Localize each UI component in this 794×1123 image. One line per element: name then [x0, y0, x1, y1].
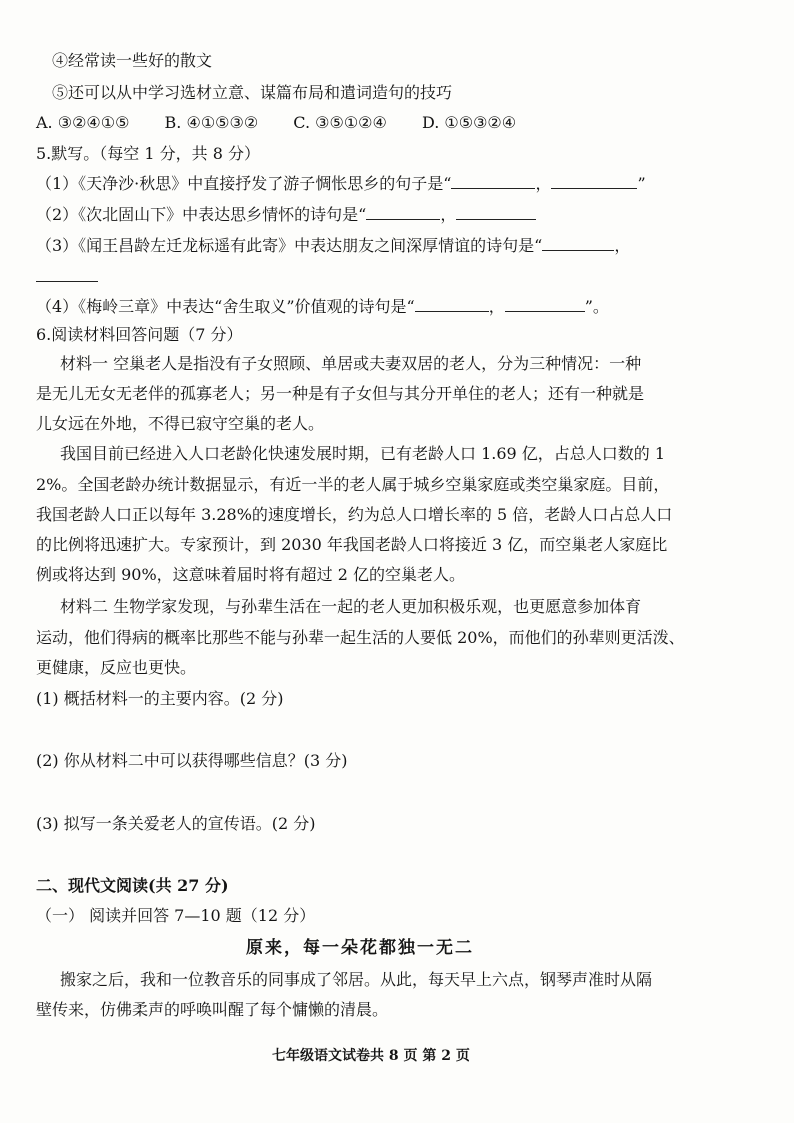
- material-1-stat-line: 2%。全国老龄办统计数据显示，有近一半的老人属于城乡空巢家庭或类空巢家庭。目前，: [36, 475, 670, 494]
- question-5-2: [36, 203, 536, 226]
- quote-close: ”。: [584, 297, 609, 316]
- blank-5-2-b[interactable]: [456, 203, 536, 220]
- question-6-heading: 6.阅读材料回答问题（7 分）: [36, 325, 243, 344]
- question-6-1: (1) 概括材料一的主要内容。(2 分): [36, 689, 284, 708]
- reading-body-line: 壁传来，仿佛柔声的呼唤叫醒了每个慵懒的清晨。: [36, 1000, 389, 1019]
- blank-separator: ，: [535, 174, 552, 193]
- blank-5-1-a[interactable]: [451, 172, 535, 189]
- material-1-stat-line: 例或将达到 90%，这意味着届时将有超过 2 亿的空巢老人。: [36, 565, 466, 584]
- blank-separator: ，: [488, 297, 505, 316]
- material-1-stat-line: 的比例将迅速扩大。专家预计，到 2030 年我国老龄人口将接近 3 亿，而空巢老人家庭比: [36, 535, 668, 554]
- question-6-3: (3) 拟写一条关爱老人的宣传语。(2 分): [36, 814, 316, 833]
- material-1-line: 材料一 空巢老人是指没有子女照顾、单居或夫妻双居的老人，分为三种情况：一种: [60, 354, 642, 373]
- material-1-stat-line: 我国老龄人口正以每年 3.28%的速度增长，约为总人口增长率的 5 倍，老龄人口占总人口: [36, 505, 673, 524]
- material-2-line: 更健康，反应也更快。: [36, 658, 197, 677]
- question-5-4-text: （4）《梅岭三章》中表达“舍生取义”价值观的诗句是“: [36, 297, 415, 316]
- blank-5-3-a[interactable]: [542, 234, 614, 251]
- question-5-1: [36, 172, 646, 195]
- question-5-1-text: （1）《天净沙·秋思》中直接抒发了游子惆怅思乡的句子是“: [36, 174, 452, 193]
- blank-5-2-a[interactable]: [366, 203, 440, 220]
- blank-5-1-b[interactable]: [551, 172, 637, 189]
- option-item-5: ⑤还可以从中学习选材立意、谋篇布局和遣词造句的技巧: [52, 83, 453, 102]
- choice-a: A. ③②④①⑤: [36, 113, 130, 132]
- reading-title: 原来，每一朵花都独一无二: [246, 938, 474, 958]
- blank-5-4-b[interactable]: [505, 295, 585, 312]
- question-5-4: [36, 295, 609, 318]
- question-5-3-continued: [36, 265, 98, 288]
- answer-choices: [36, 112, 516, 134]
- choice-b: B. ④①⑤③②: [164, 113, 259, 132]
- material-2-line: 材料二 生物学家发现，与孙辈生活在一起的老人更加积极乐观，也更愿意参加体育: [60, 597, 642, 616]
- material-1-stat-line: 我国目前已经进入人口老龄化快速发展时期，已有老龄人口 1.69 亿，占总人口数的 1: [60, 444, 666, 463]
- choice-c: C. ③⑤①②④: [293, 113, 387, 132]
- material-2-line: 运动，他们得病的概率比那些不能与孙辈一起生活的人要低 20%，而他们的孙辈则更活泼、: [36, 628, 685, 647]
- blank-separator: ，: [440, 205, 457, 224]
- blank-5-3-b[interactable]: [36, 265, 98, 282]
- section-2-heading: 二、现代文阅读(共 27 分): [36, 876, 229, 895]
- question-6-2: (2) 你从材料二中可以获得哪些信息？(3 分): [36, 751, 348, 770]
- question-5-heading: 5.默写。（每空 1 分，共 8 分）: [36, 144, 260, 163]
- blank-separator: ，: [614, 236, 631, 255]
- question-5-3: [36, 234, 630, 257]
- material-1-line: 是无儿无女无老伴的孤寡老人；另一种是有子女但与其分开单住的老人；还有一种就是: [36, 384, 645, 403]
- blank-5-4-a[interactable]: [415, 295, 489, 312]
- page-footer: 七年级语文试卷共 8 页 第 2 页: [272, 1048, 470, 1064]
- reading-body-line: 搬家之后，我和一位教音乐的同事成了邻居。从此，每天早上六点，钢琴声准时从隔: [60, 970, 653, 989]
- choice-d: D. ①⑤③②④: [421, 113, 517, 132]
- question-5-2-text: （2）《次北固山下》中表达思乡情怀的诗句是“: [36, 205, 367, 224]
- question-5-3-text: （3）《闻王昌龄左迁龙标遥有此寄》中表达朋友之间深厚情谊的诗句是“: [36, 236, 543, 255]
- quote-close: ”: [637, 174, 646, 193]
- material-1-line: 儿女远在外地，不得已寂守空巢的老人。: [36, 414, 325, 433]
- option-item-4: ④经常读一些好的散文: [52, 51, 213, 70]
- section-2-part-1: （一） 阅读并回答 7—10 题（12 分）: [36, 906, 316, 925]
